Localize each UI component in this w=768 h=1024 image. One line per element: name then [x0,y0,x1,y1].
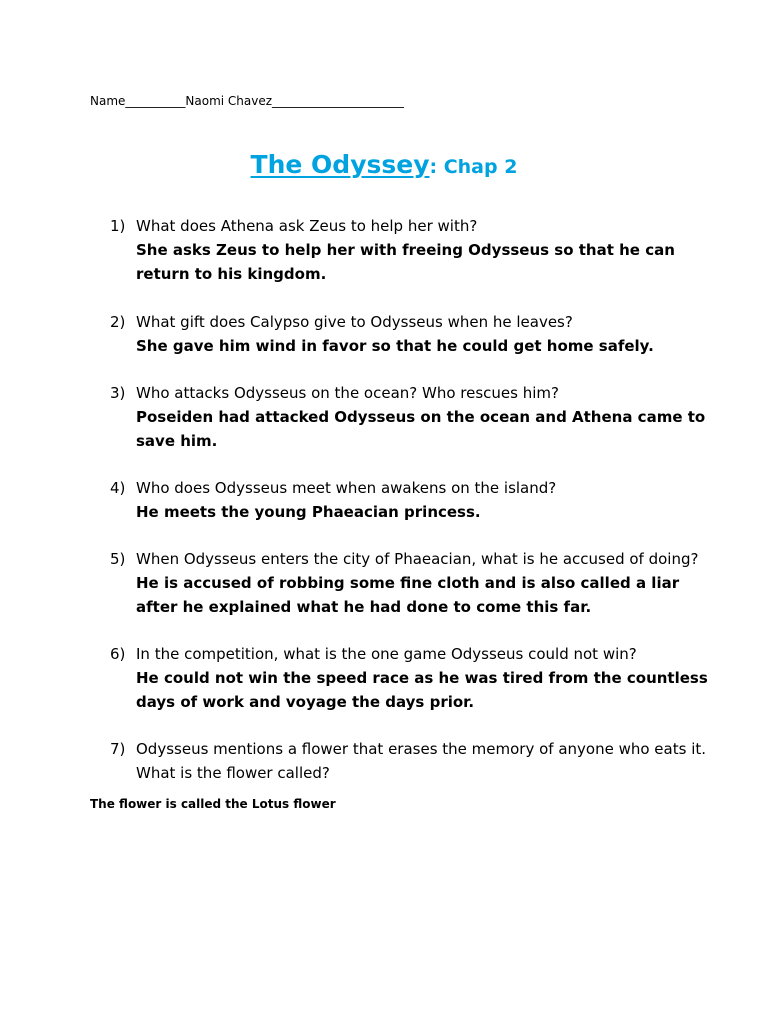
question-text: When Odysseus enters the city of Phaeacian, what is he accused of doing? [136,550,699,568]
question-number: 2) [110,313,126,331]
question-list [110,214,710,785]
question-item-3 [110,381,710,453]
question-text: What does Athena ask Zeus to help her with? [136,217,478,235]
answer-text: He could not win the speed race as he was tired from the countless days of work and voyage the days prior. [136,669,708,711]
question-number: 5) [110,550,126,568]
final-answer: The flower is called the Lotus flower [90,797,336,811]
title-main: The Odyssey [250,150,430,179]
question-item-2 [110,310,710,358]
title-subtitle: : Chap 2 [429,156,518,178]
question-number: 3) [110,384,126,402]
question-text: Who does Odysseus meet when awakens on the island? [136,479,557,497]
question-text: What gift does Calypso give to Odysseus when he leaves? [136,313,573,331]
question-item-1 [110,214,710,286]
answer-text: She gave him wind in favor so that he could get home safely. [136,337,654,355]
question-number: 6) [110,645,126,663]
question-item-4 [110,476,710,524]
answer-text: She asks Zeus to help her with freeing Odysseus so that he can return to his kingdom. [136,241,675,283]
question-text: Odysseus mentions a flower that erases the memory of anyone who eats it. What is the flower called? [136,740,707,782]
question-item-7 [110,737,710,785]
question-item-5 [110,547,710,619]
page-title [0,150,768,179]
question-number: 7) [110,740,126,758]
answer-text: Poseiden had attacked Odysseus on the ocean and Athena came to save him. [136,408,706,450]
name-line: Name__________Naomi Chavez______________________ [90,94,405,108]
answer-text: He meets the young Phaeacian princess. [136,503,481,521]
question-item-6 [110,642,710,714]
answer-text: He is accused of robbing some fine cloth and is also called a liar after he explained what he had done to come this far. [136,574,680,616]
question-text: In the competition, what is the one game Odysseus could not win? [136,645,637,663]
question-number: 1) [110,217,126,235]
question-number: 4) [110,479,126,497]
question-text: Who attacks Odysseus on the ocean? Who rescues him? [136,384,559,402]
